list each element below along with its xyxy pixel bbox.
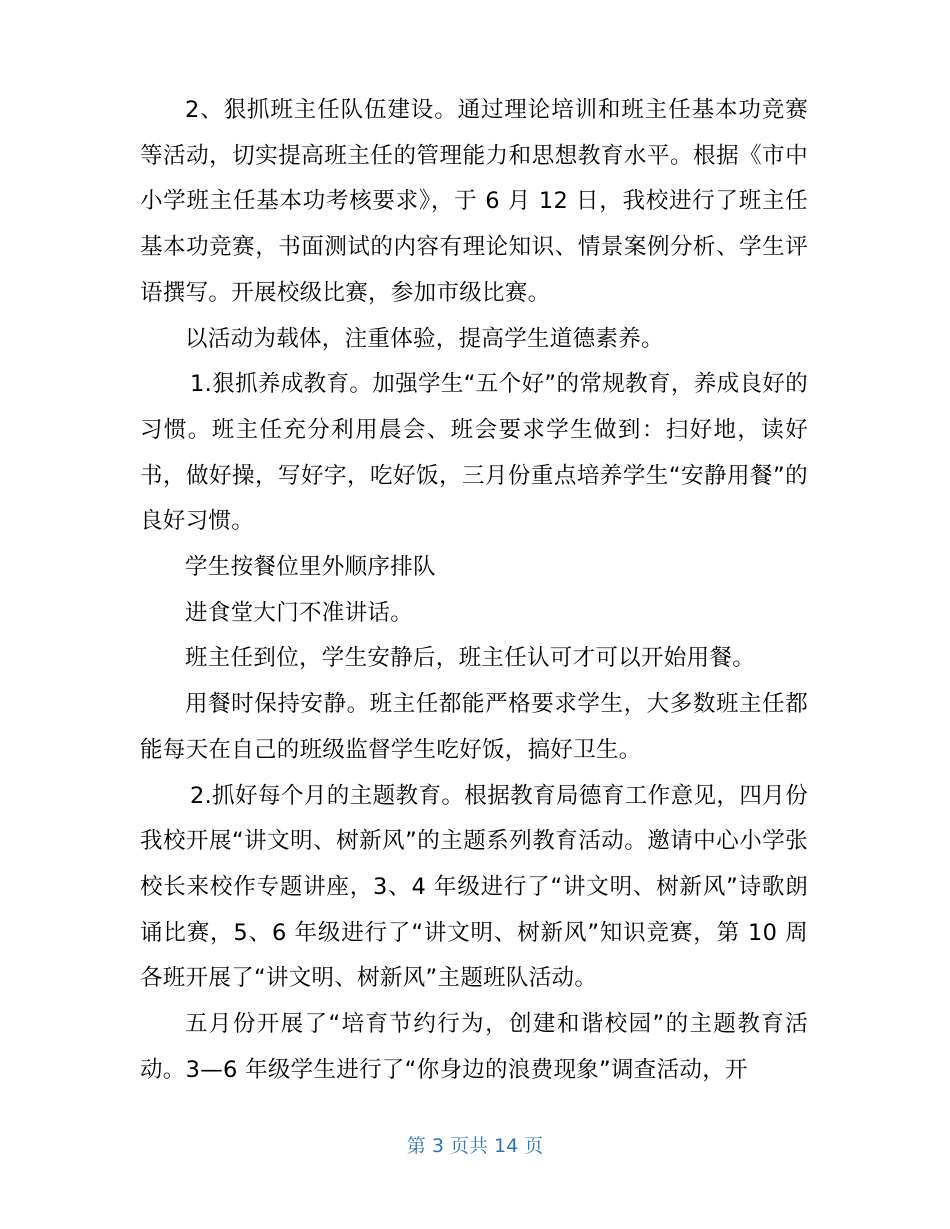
paragraph-activity-carrier: 以活动为载体，注重体验，提高学生道德素养。 bbox=[185, 325, 664, 352]
document-body bbox=[140, 88, 808, 1093]
paragraph-monthly-theme: 2.抓好每个月的主题教育。根据教育局德育工作意见，四月份我校开展“讲文明、树新风”的主题系列教育活动。邀请中心小学张校长来校作专题讲座，3、4 年级进行了“讲文明、树新风”诗歌朗诵比赛，5、6 年级进行了“讲文明、树新风”知识竞赛，第 10 周各班开展了“讲文明、树新风”主题班队活动。 bbox=[140, 782, 808, 992]
page-number-footer: 第 3 页共 14 页 bbox=[406, 1135, 544, 1157]
paragraph-no-talking: 进食堂大门不准讲话。 bbox=[185, 599, 414, 626]
paragraph-habit-education: 1.狠抓养成教育。加强学生“五个好”的常规教育，养成良好的习惯。班主任充分利用晨会、班会要求学生做到：扫好地，读好书，做好操，写好字，吃好饭，三月份重点培养学生“安静用餐”的良好习惯。 bbox=[140, 371, 808, 535]
paragraph-queue-order: 学生按餐位里外顺序排队 bbox=[185, 554, 436, 581]
paragraph-may-activity: 五月份开展了“培育节约行为，创建和谐校园”的主题教育活动。3—6 年级学生进行了“你身边的浪费现象”调查活动，开 bbox=[140, 1011, 808, 1083]
paragraph-teacher-present: 班主任到位，学生安静后，班主任认可才可以开始用餐。 bbox=[185, 645, 756, 672]
paragraph-keep-quiet: 用餐时保持安静。班主任都能严格要求学生，大多数班主任都能每天在自己的班级监督学生吃好饭，搞好卫生。 bbox=[140, 691, 808, 763]
paragraph-teacher-team: 2、狠抓班主任队伍建设。通过理论培训和班主任基本功竞赛等活动，切实提高班主任的管理能力和思想教育水平。根据《市中小学班主任基本功考核要求》，于 6 月 12 日，我校进行了班主任基本功竞赛，书面测试的内容有理论知识、情景案例分析、学生评语撰写。开展校级比赛，参加市级比赛。 bbox=[140, 97, 808, 306]
